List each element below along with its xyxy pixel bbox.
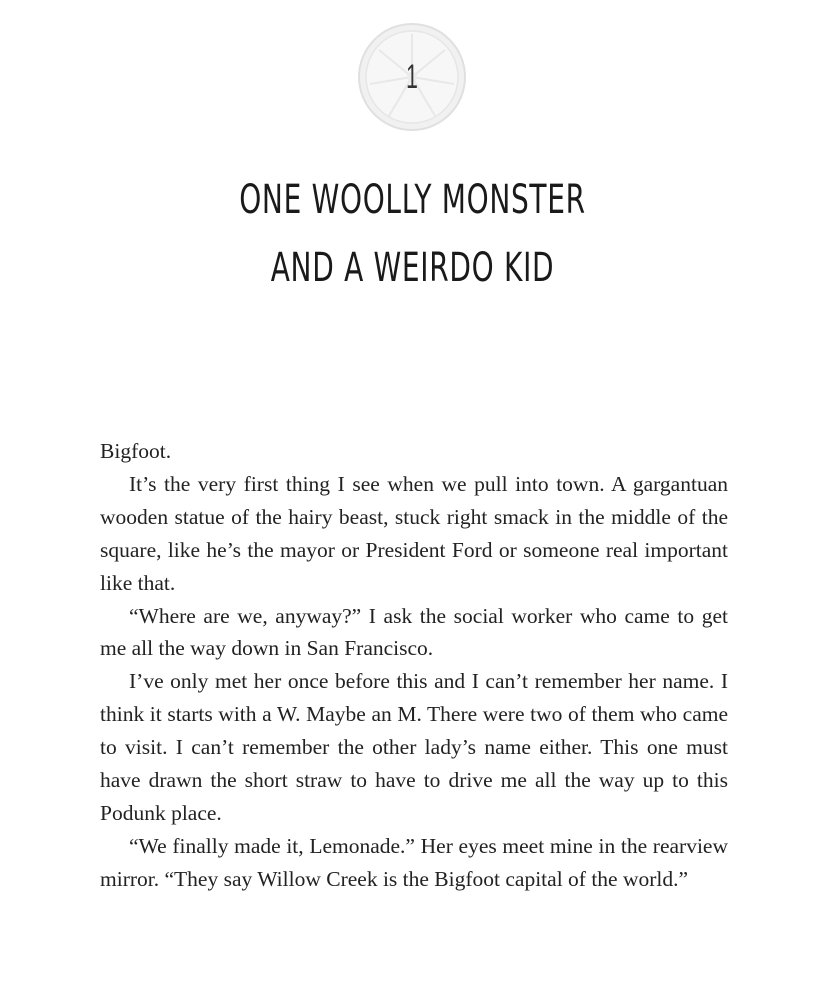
chapter-badge <box>357 22 467 132</box>
paragraph: “Where are we, anyway?” I ask the social worker who came to get me all the way down in San Francisco. <box>100 603 728 661</box>
paragraph: It’s the very first thing I see when we pull into town. A gargantuan wooden statue of the hairy beast, stuck right smack in the middle of the square, like he’s the mayor or President Ford or someone real important like that. <box>100 471 728 595</box>
chapter-number: 1 <box>406 58 418 96</box>
paragraph: “We finally made it, Lemonade.” Her eyes meet mine in the rearview mirror. “They say Willow Creek is the Bigfoot capital of the world.” <box>100 833 728 891</box>
paragraph: Bigfoot. <box>100 439 172 463</box>
paragraph: I’ve only met her once before this and I can’t remember her name. I think it starts with a W. Maybe an M. There were two of them who came to visit. I can’t remember the other lady’s name either. This one must have drawn the short straw to have to drive me all the way up to this Podunk place. <box>100 669 728 825</box>
chapter-title-line-1: ONE WOOLLY MONSTER <box>239 177 586 223</box>
chapter-title <box>0 166 825 302</box>
chapter-body <box>100 435 728 896</box>
chapter-title-line-2: AND A WEIRDO KID <box>270 245 555 291</box>
